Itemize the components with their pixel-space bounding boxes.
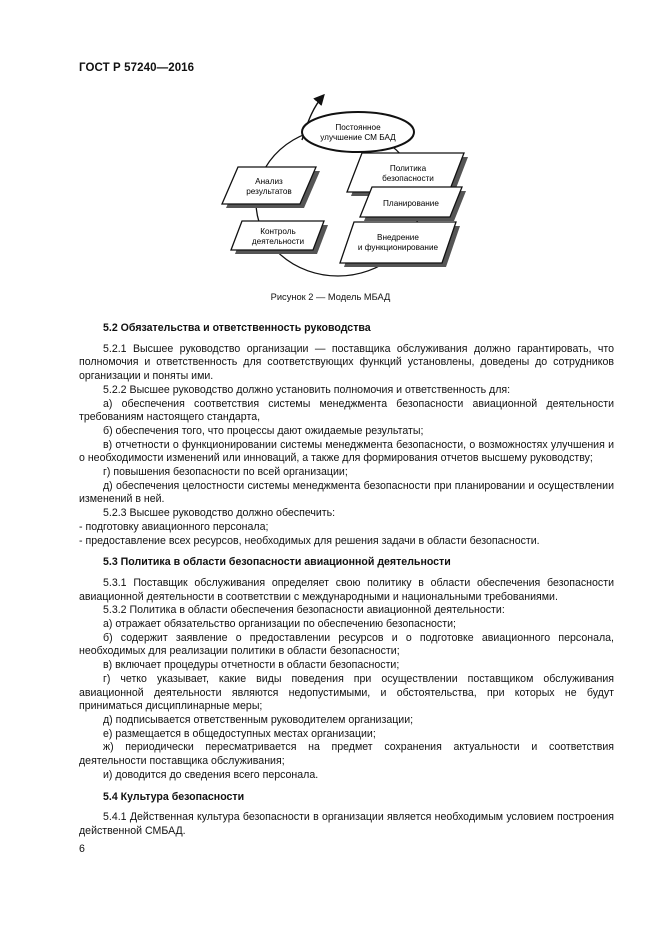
center-ellipse — [302, 112, 414, 152]
paragraph: 5.2.1 Высшее руководство организации — поставщика обслуживания должно гарантировать, что полномочия и ответственность для соответствующих функций установлены, доведены до сотрудников организации и поняты ими. — [79, 342, 614, 383]
section-heading: 5.2 Обязательства и ответственность руководства — [103, 322, 371, 334]
box-control-line2: деятельности — [251, 237, 305, 246]
section-heading: 5.3 Политика в области безопасности авиационной деятельности — [103, 556, 451, 569]
list-item: б) содержит заявление о предоставлении ресурсов и о подготовке авиационного персонала, необходимых для реализации политики в области безопасности; — [79, 631, 614, 658]
box-implementation-line1: Внедрение — [377, 233, 419, 242]
box-analysis-line1: Анализ — [255, 177, 283, 186]
list-item: в) включает процедуры отчетности в области безопасности; — [103, 659, 400, 672]
list-item: г) повышения безопасности по всей организации; — [103, 466, 348, 479]
center-label-line2: улучшение СМ БАД — [320, 133, 396, 142]
mbad-model-diagram — [210, 92, 472, 282]
box-planning-line1: Планирование — [383, 199, 439, 208]
list-item: в) отчетности о функционировании системы менеджмента безопасности, о возможностях улучшения и о необходимости изменений или инноваций, а также для формирования отчетов высшему руководству; — [79, 438, 614, 465]
dash-item: - предоставление всех ресурсов, необходимых для решения задачи в области безопасности. — [79, 534, 540, 547]
list-item: д) обеспечения целостности системы менеджмента безопасности при планировании и осуществлении изменений в ней. — [79, 479, 614, 506]
box-analysis-line2: результатов — [246, 187, 292, 196]
list-item: и) доводится до сведения всего персонала. — [103, 768, 319, 781]
figure-caption: Рисунок 2 — Модель МБАД — [270, 292, 391, 302]
box-policy-line2: безопасности — [382, 174, 434, 183]
list-item: е) размещается в общедоступных местах организации; — [103, 727, 376, 740]
paragraph: 5.4.1 Действенная культура безопасности в организации является необходимым условием построения действенной СМБАД. — [79, 811, 614, 837]
paragraph: 5.2.2 Высшее руководство должно установить полномочия и ответственность для: — [103, 383, 511, 396]
list-item: д) подписывается ответственным руководителем организации; — [103, 713, 414, 726]
paragraph: 5.3.1 Поставщик обслуживания определяет свою политику в области обеспечения безопасности авиационной деятельности в соответствии с международными и национальными требованиями. — [79, 576, 614, 603]
document-body — [79, 322, 614, 839]
dash-item: - подготовку авиационного персонала; — [79, 520, 269, 533]
paragraph: 5.3.2 Политика в области обеспечения безопасности авиационной деятельности: — [103, 604, 505, 617]
section-heading: 5.4 Культура безопасности — [103, 790, 245, 803]
list-item: а) отражает обязательство организации по обеспечению безопасности; — [103, 618, 456, 631]
box-implementation-line2: и функционирование — [357, 243, 439, 252]
box-policy-line1: Политика — [389, 164, 427, 173]
list-item: ж) периодически пересматривается на предмет сохранения актуальности и соответствия деятельности поставщика обслуживания; — [79, 741, 614, 768]
document-header: ГОСТ Р 57240—2016 — [79, 62, 195, 74]
list-item: г) четко указывает, какие виды поведения при осуществлении поставщиком обслуживания авиационной деятельности являются недопустимыми, и обстоятельства, при которых не будут приниматься дисциплинарные меры; — [79, 672, 614, 713]
list-item: б) обеспечения того, что процессы дают ожидаемые результаты; — [103, 424, 424, 437]
list-item: а) обеспечения соответствия системы менеджмента безопасности авиационной деятельности требованиям настоящего стандарта, — [79, 397, 614, 424]
center-label-line1: Постоянное — [335, 123, 381, 132]
box-control-line1: Контроль — [260, 227, 296, 236]
page-number: 6 — [79, 843, 85, 855]
paragraph: 5.2.3 Высшее руководство должно обеспечить: — [103, 507, 336, 520]
